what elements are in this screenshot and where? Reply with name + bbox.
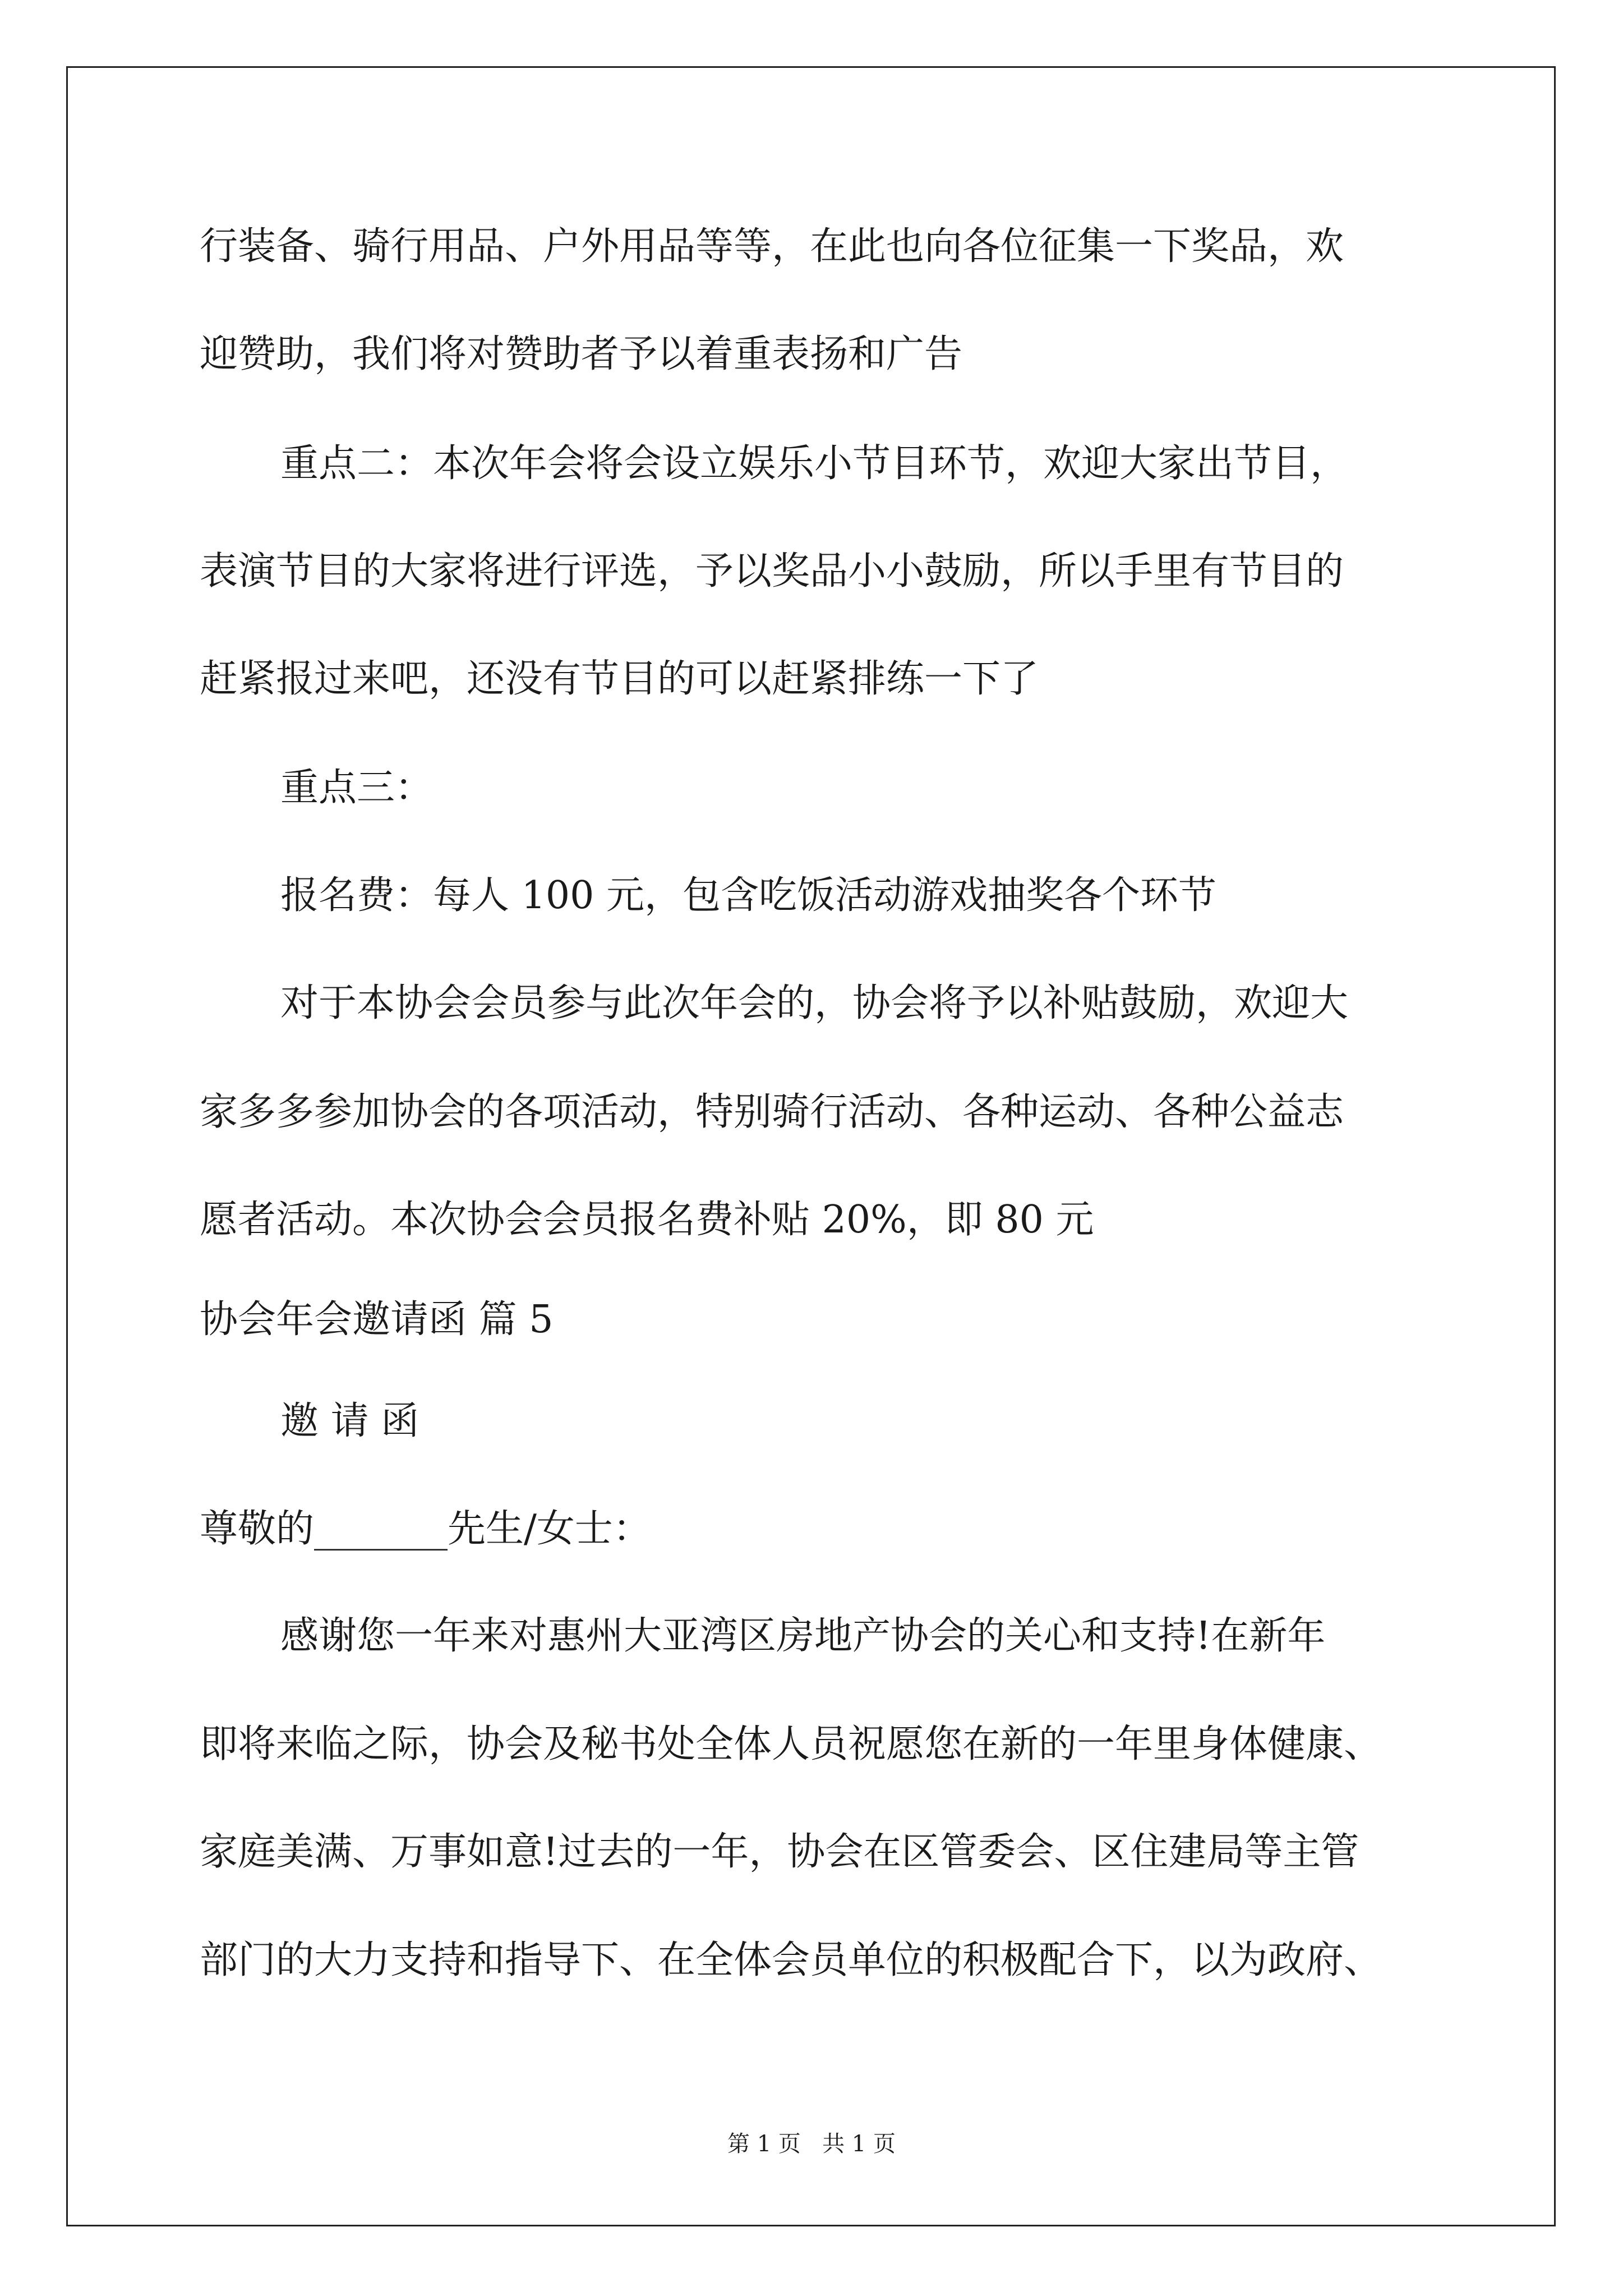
text-line: 愿者活动。本次协会会员报名费补贴 20%，即 80 元 (200, 1198, 1094, 1242)
text-line: 对于本协会会员参与此次年会的，协会将予以补贴鼓励，欢迎大 (280, 981, 1349, 1025)
text-line: 感谢您一年来对惠州大亚湾区房地产协会的关心和支持!在新年 (280, 1614, 1326, 1658)
salutation: 尊敬的_______先生/女士： (200, 1507, 651, 1551)
text-line: 赶紧报过来吧，还没有节目的可以赶紧排练一下了 (200, 657, 1039, 701)
section-heading: 协会年会邀请函 篇 5 (200, 1297, 554, 1342)
text-line: 即将来临之际，协会及秘书处全体人员祝愿您在新的一年里身体健康、 (200, 1722, 1382, 1766)
text-line: 重点三： (280, 766, 434, 810)
text-line: 部门的大力支持和指导下、在全体会员单位的积极配合下，以为政府、 (200, 1938, 1382, 1982)
letter-title: 邀 请 函 (280, 1399, 419, 1443)
text-line: 行装备、骑行用品、户外用品等等，在此也向各位征集一下奖品，欢 (200, 224, 1344, 269)
text-line: 家庭美满、万事如意!过去的一年，协会在区管委会、区住建局等主管 (200, 1830, 1359, 1874)
text-line: 重点二：本次年会将会设立娱乐小节目环节，欢迎大家出节目， (280, 441, 1349, 486)
page-footer: 第 1 页 共 1 页 (727, 2131, 896, 2157)
text-line: 报名费：每人 100 元，包含吃饭活动游戏抽奖各个环节 (280, 873, 1217, 918)
text-line: 家多多参加协会的各项活动，特别骑行活动、各种运动、各种公益志 (200, 1090, 1344, 1134)
text-line: 表演节目的大家将进行评选，予以奖品小小鼓励，所以手里有节目的 (200, 549, 1344, 593)
page-border (66, 66, 1556, 2226)
text-line: 迎赞助，我们将对赞助者予以着重表扬和广告 (200, 332, 963, 376)
